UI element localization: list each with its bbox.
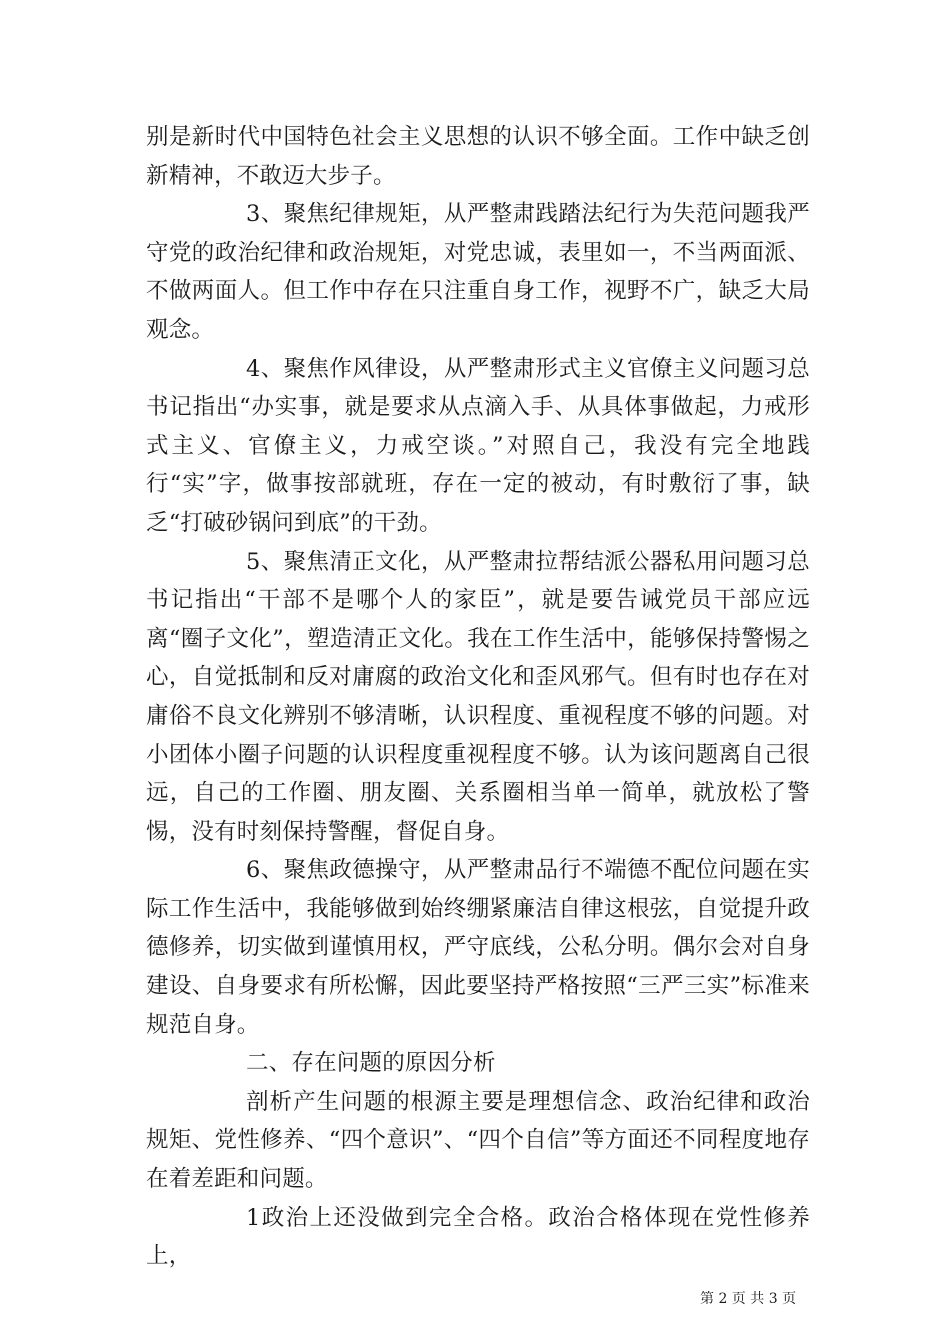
paragraph-item-5: 5、聚焦清正文化，从严整肃拉帮结派公器私用问题习总书记指出“干部不是哪个人的家臣”，就是要告诫党员干部应远离“圈子文化”，塑造清正文化。我在工作生活中，能够保持警惕之心，自觉抵制和反对庸腐的政治文化和歪风邪气。但有时也存在对庸俗不良文化辨别不够清晰，认识程度、重视程度不够的问题。对小团体小圈子问题的认识程度重视程度不够。认为该问题离自己很远，自己的工作圈、朋友圈、关系圈相当单一简单，就放松了警惕，没有时刻保持警醒，督促自身。	[146, 548, 810, 845]
paragraph-item-4: 4、聚焦作风律设，从严整肃形式主义官僚主义问题习总书记指出“办实事，就是要求从点滴入手、从具体事做起，力戒形式主义、官僚主义，力戒空谈。”对照自己，我没有完全地践行“实”字，做事按部就班，存在一定的被动，有时敷衍了事，缺乏“打破砂锅问到底”的干劲。	[146, 355, 810, 536]
section-heading: 二、存在问题的原因分析	[246, 1050, 496, 1077]
paragraph-item-3: 3、聚焦纪律规矩，从严整肃践踏法纪行为失范问题我严守党的政治纪律和政治规矩，对党忠诚，表里如一，不当两面派、不做两面人。但工作中存在只注重自身工作，视野不广，缺乏大局观念。	[146, 201, 810, 343]
document-body	[146, 118, 810, 1276]
paragraph-point-1: 1政治上还没做到完全合格。政治合格体现在党性修养上，	[146, 1204, 810, 1270]
paragraph-analysis: 剖析产生问题的根源主要是理想信念、政治纪律和政治规矩、党性修养、“四个意识”、“四个自信”等方面还不同程度地存在着差距和问题。	[146, 1088, 810, 1193]
paragraph-item-6: 6、聚焦政德操守，从严整肃品行不端德不配位问题在实际工作生活中，我能够做到始终绷紧廉洁自律这根弦，自觉提升政德修养，切实做到谨慎用权，严守底线，公私分明。偶尔会对自身建设、自身要求有所松懈，因此要坚持严格按照“三严三实”标准来规范自身。	[146, 857, 810, 1038]
paragraph-continuation: 别是新时代中国特色社会主义思想的认识不够全面。工作中缺乏创新精神，不敢迈大步子。	[146, 124, 810, 189]
page-number: 第 2 页 共 3 页	[700, 1291, 797, 1307]
